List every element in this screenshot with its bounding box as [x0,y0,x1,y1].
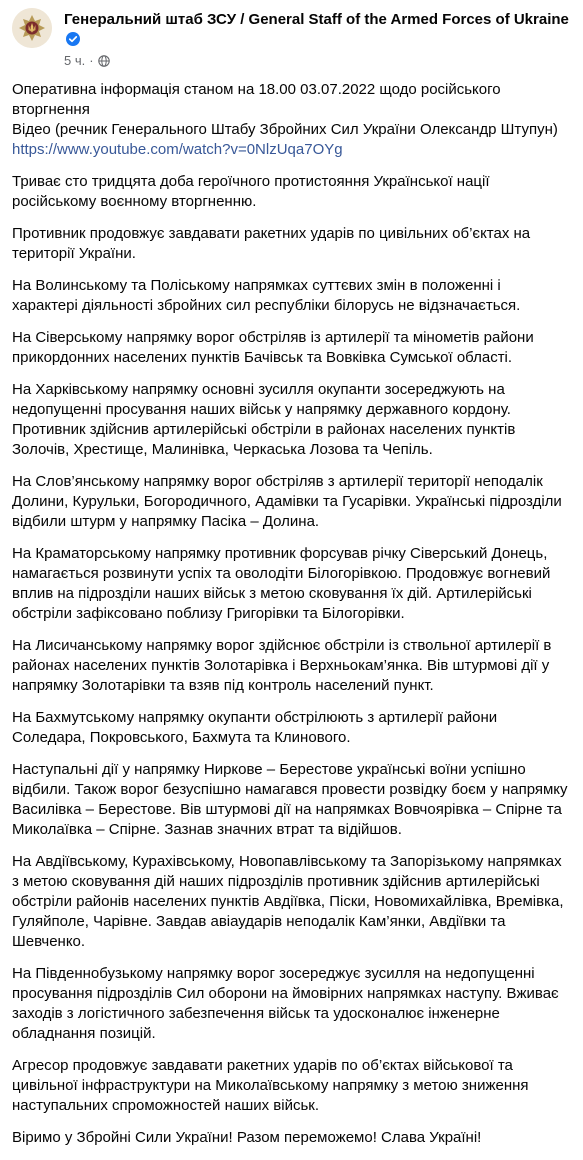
meta-separator: · [89,53,94,68]
globe-icon[interactable] [98,55,110,71]
post-paragraph: Триває сто тридцята доба героїчного протистояння Української нації російському воєнному вторгненню. [12,173,490,210]
post-paragraph: На Південнобузькому напрямку ворог зосереджує зусилля на недопущенні просування підрозділів Сил оборони на ймовірних напрямках наступу. Вживає заходів з логістичного забезпечення військ та удосконалює інженерне обладнання позицій. [12,965,559,1042]
post-paragraph: Противник продовжує завдавати ракетних ударів по цивільних об’єктах на території України. [12,225,531,262]
post-paragraph: На Сіверському напрямку ворог обстріляв із артилерії та мінометів райони прикордонних населених пунктів Бачівськ та Вовківка Сумської області. [12,329,534,366]
post-header [12,8,571,72]
post-intro [12,80,569,160]
intro-video-caption: Відео (речник Генерального Штабу Збройних Сил України Олександр Штупун) [12,121,558,138]
post-body [12,80,569,1160]
post-paragraph: На Авдіївському, Курахівському, Новопавлівському та Запорізькому напрямках з метою сковування дій наших підрозділів противник здійснив артилерійські обстріли районів населених пунктів Авдіївка, Піски, Новомихайлівка, Времівка, Гуляйполе, Чарівне. Завдав авіаударів неподалік Кам’янки, Авдіївки та Шевченко. [12,853,564,950]
verified-badge-icon [66,32,80,52]
post-paragraph: На Харківському напрямку основні зусилля окупанти зосереджують на недопущенні просування наших військ у напрямку державного кордону. Противник здійснив артилерійські обстріли в районах населених пунктів Золочів, Хрестище, Малинівка, Черкаська Лозова та Чепіль. [12,381,516,458]
post-paragraph: На Слов’янському напрямку ворог обстріляв з артилерії території неподалік Долини, Курульки, Богородичного, Адамівки та Гусарівки. Українські підрозділи відбили штурм у напрямку Пасіка – Долина. [12,473,562,530]
post-time[interactable]: 5 ч. [64,53,86,68]
page-name-text[interactable]: Генеральний штаб ЗСУ / General Staff of the Armed Forces of Ukraine [64,11,569,28]
post-paragraph: Агресор продовжує завдавати ракетних ударів по об’єктах військової та цивільної інфраструктури на Миколаївському напрямку з метою зниження наступальних спроможностей наших військ. [12,1057,529,1114]
post-paragraph: Наступальні дії у напрямку Ниркове – Берестове українські воїни успішно відбили. Також ворог безуспішно намагався провести розвідку боєм у напрямку Василівка – Берестове. Вів штурмові дії на напрямках Вовчоярівка – Спірне та Миколаївка – Спірне. Зазнав значних втрат та відійшов. [12,761,568,838]
post-meta [64,53,110,71]
post-paragraph: На Краматорському напрямку противник форсував річку Сіверський Донець, намагається розвинути успіх та оволодіти Білогорівкою. Продовжує вогневий вплив на підрозділи наших військ з метою сковування їх дій. Артилерійські обстріли зафіксовано поблизу Григорівки та Білогорівки. [12,545,551,622]
general-staff-emblem-icon [12,8,52,48]
video-link[interactable]: https://www.youtube.com/watch?v=0NlzUqa7OYg [12,141,343,158]
page-name[interactable] [64,10,571,52]
post-paragraph: На Лисичанському напрямку ворог здійснює обстріли із ствольної артилерії в районах населених пунктів Золотарівка і Верхньокам’янка. Вів штурмові дії у напрямку Золотарівки та взяв під контроль населений пункт. [12,637,552,694]
post-paragraph: На Бахмутському напрямку окупанти обстрілюють з артилерії райони Соледара, Покровського, Бахмута та Клинового. [12,709,498,746]
post-paragraph: На Волинському та Поліському напрямках суттєвих змін в положенні і характері діяльності збройних сил республіки білорусь не відзначається. [12,277,521,314]
post-paragraph: Віримо у Збройні Сили України! Разом переможемо! Слава Україні! [12,1129,482,1146]
page-avatar[interactable] [12,8,52,48]
intro-title: Оперативна інформація станом на 18.00 03.07.2022 щодо російського вторгнення [12,81,501,118]
